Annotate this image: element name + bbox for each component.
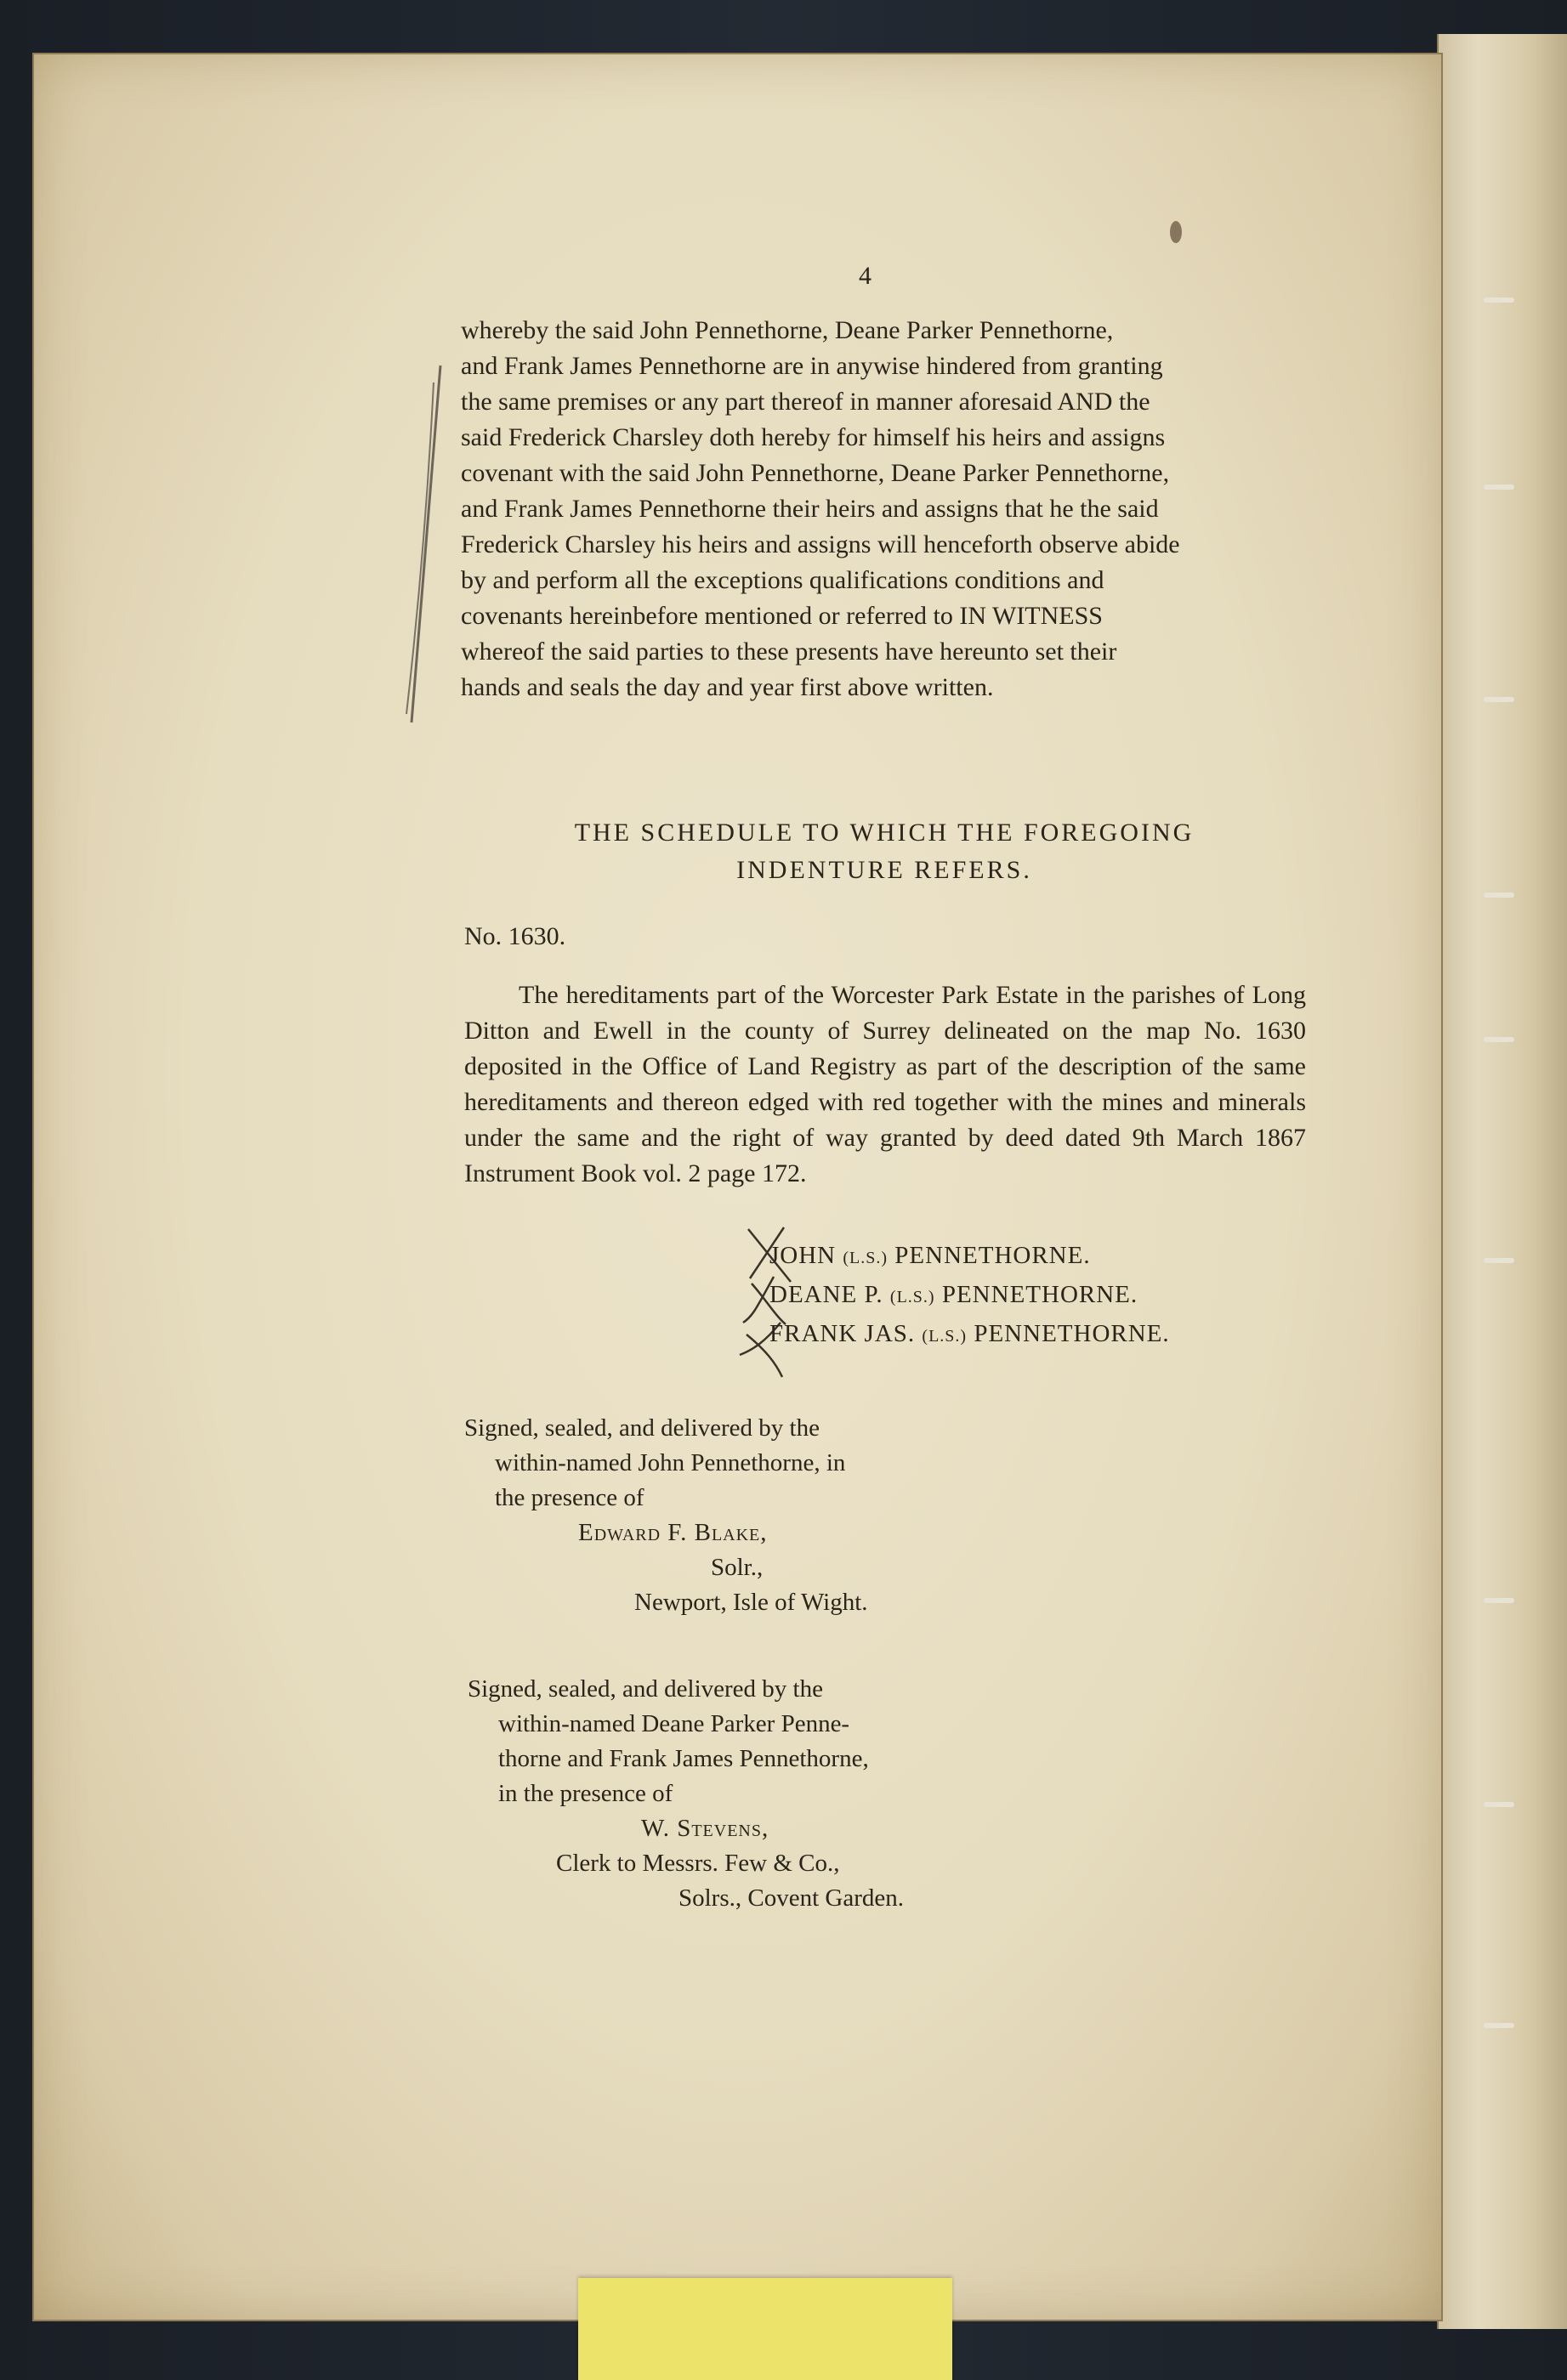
page-number: 4 [859, 262, 872, 290]
binding-stitch [1484, 1598, 1514, 1603]
attestation-line: in the presence of [498, 1780, 673, 1807]
binding-stitch [1484, 2023, 1514, 2028]
schedule-number: No. 1630. [464, 922, 566, 950]
body-line: covenants hereinbefore mentioned or referred to IN WITNESS [461, 602, 1103, 630]
binding-stitch [1484, 298, 1514, 303]
binding-stitch [1484, 697, 1514, 702]
attestation-line: within-named John Pennethorne, in [495, 1449, 846, 1476]
seal-mark: (L.S.) [922, 1327, 968, 1346]
witness-place: Newport, Isle of Wight. [634, 1589, 868, 1616]
binding-stitch [1484, 1258, 1514, 1263]
back-pages-edge [1437, 34, 1567, 2329]
body-line: hands and seals the day and year first above written. [461, 673, 994, 701]
signature-block [769, 1238, 1170, 1355]
witness-role: Clerk to Messrs. Few & Co., [556, 1850, 840, 1877]
body-line: and Frank James Pennethorne are in anywise hindered from granting [461, 352, 1163, 380]
seal-mark: (L.S.) [889, 1288, 935, 1306]
signature-john [769, 1238, 1170, 1277]
seal-mark: (L.S.) [843, 1249, 889, 1267]
schedule-description: The hereditaments part of the Worcester Park Estate in the parishes of Long Ditton and Ewell in the county of Surrey delineated on the map No. 1630 deposited in the Office of Land Registry as part of the description of the same hereditaments and thereon edged with red together with the mines and minerals under the same and the right of way granted by deed dated 9th March 1867 Instrument Book vol. 2 page 172. [464, 981, 1306, 1187]
binding-stitch [1484, 1037, 1514, 1042]
body-line: whereof the said parties to these presents have hereunto set their [461, 638, 1117, 666]
attestation-line: the presence of [495, 1484, 644, 1511]
body-line: said Frederick Charsley doth hereby for himself his heirs and assigns [461, 423, 1166, 451]
signature-frank [769, 1316, 1170, 1355]
signature-name: DEANE P. [769, 1281, 883, 1308]
attestation-line: Signed, sealed, and delivered by the [468, 1675, 823, 1703]
witness-role: Solr., [711, 1554, 764, 1581]
body-line: the same premises or any part thereof in manner aforesaid AND the [461, 388, 1150, 416]
body-line: covenant with the said John Pennethorne, Deane Parker Pennethorne, [461, 459, 1170, 487]
schedule-heading-line: INDENTURE REFERS. [736, 856, 1032, 884]
pencil-margin-mark [400, 357, 451, 731]
schedule-heading-line: THE SCHEDULE TO WHICH THE FOREGOING [574, 819, 1195, 847]
signature-surname: PENNETHORNE. [941, 1281, 1138, 1308]
attestation-john [464, 1411, 868, 1620]
body-line: Frederick Charsley his heirs and assigns will henceforth observe abide [461, 530, 1180, 558]
signature-surname: PENNETHORNE. [894, 1242, 1091, 1269]
witness-place: Solrs., Covent Garden. [678, 1884, 904, 1912]
schedule-heading [461, 814, 1308, 889]
body-line: by and perform all the exceptions qualifications conditions and [461, 566, 1104, 594]
binding-stitch [1484, 1802, 1514, 1807]
indenture-closing-paragraph [461, 313, 1308, 706]
body-line: whereby the said John Pennethorne, Deane Parker Pennethorne, [461, 316, 1114, 344]
signature-name: JOHN [769, 1242, 837, 1269]
attestation-line: Signed, sealed, and delivered by the [464, 1414, 820, 1442]
signature-surname: PENNETHORNE. [974, 1320, 1170, 1347]
attestation-line: within-named Deane Parker Penne- [498, 1710, 850, 1737]
ink-stain [1170, 221, 1182, 243]
body-line: and Frank James Pennethorne their heirs and assigns that he the said [461, 495, 1159, 523]
attestation-deane-frank [468, 1672, 904, 1916]
sticky-note [578, 2278, 952, 2380]
binding-stitch [1484, 484, 1514, 490]
witness-name: Edward F. Blake, [578, 1519, 768, 1546]
signature-deane [769, 1277, 1170, 1316]
witness-name: W. Stevens, [641, 1815, 769, 1842]
attestation-line: thorne and Frank James Pennethorne, [498, 1745, 869, 1772]
binding-stitch [1484, 892, 1514, 898]
signature-name: FRANK JAS. [769, 1320, 916, 1347]
